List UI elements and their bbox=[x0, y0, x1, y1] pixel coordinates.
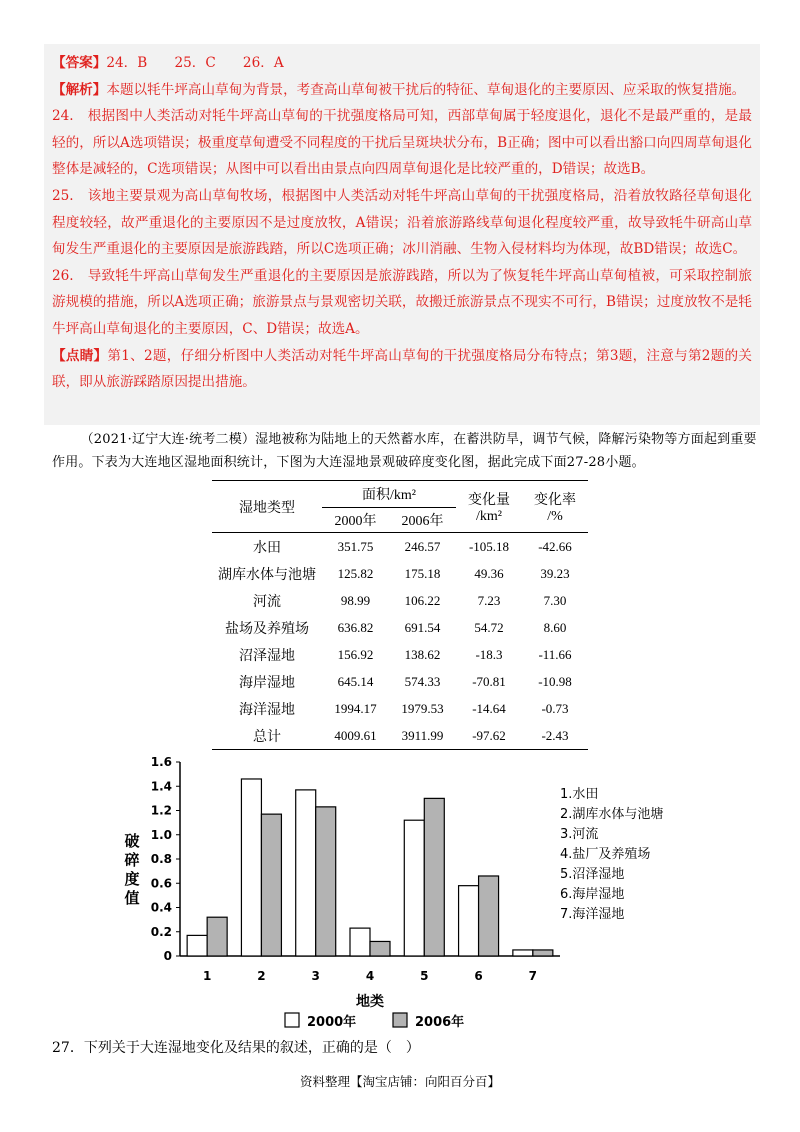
cell-2000: 98.99 bbox=[340, 592, 371, 608]
cell-2006: 246.57 bbox=[404, 538, 441, 554]
cell-2000: 4009.61 bbox=[334, 727, 377, 743]
x-tick-label: 7 bbox=[528, 969, 538, 983]
y-tick-label: 0 bbox=[163, 949, 172, 963]
bar-2000 bbox=[296, 790, 316, 956]
cell-2000: 125.82 bbox=[337, 565, 374, 581]
header-2006: 2006年 bbox=[389, 508, 456, 533]
category-key-item: 7.海洋湿地 bbox=[560, 907, 625, 922]
cell-change: 54.72 bbox=[474, 619, 504, 635]
analysis-text: 本题以牦牛坪高山草甸为背景，考查高山草甸被干扰后的特征、草甸退化的主要原因、应采取的恢复措施。 bbox=[106, 81, 746, 98]
cell-change: -105.18 bbox=[468, 538, 510, 554]
y-tick-label: 0.4 bbox=[150, 900, 172, 915]
cell-type: 海洋湿地 bbox=[239, 702, 295, 718]
answer-analysis-block bbox=[44, 44, 760, 425]
cell-rate: -0.73 bbox=[541, 700, 569, 716]
cell-change: -70.81 bbox=[472, 673, 506, 689]
bar-2000 bbox=[513, 950, 533, 956]
legend-label: 2006年 bbox=[415, 1015, 465, 1030]
cell-2006: 106.22 bbox=[404, 592, 441, 608]
cell-2006: 1979.53 bbox=[401, 700, 444, 716]
header-change bbox=[456, 481, 522, 533]
cell-type: 总计 bbox=[253, 729, 281, 745]
cell-type: 海岸湿地 bbox=[239, 675, 295, 691]
analysis-line bbox=[52, 77, 752, 104]
category-key-item: 4.盐厂及养殖场 bbox=[560, 847, 651, 862]
explanation-q25: 25. 该地主要景观为高山草甸牧场，根据图中人类活动对牦牛坪高山草甸的干扰强度格局，沿着放牧路径草甸退化程度较轻，故严重退化的主要原因不是过度放牧，A错误；沿着旅游路线草甸退化程度较严重，故导致牦牛研高山草甸发生严重退化的主要原因是旅游践踏，所以C选项正确；冰川消融、生物入侵材料均为体现，故BD错误；故选C。 bbox=[52, 187, 752, 258]
x-tick-label: 3 bbox=[311, 969, 320, 983]
bar-2000 bbox=[404, 820, 424, 956]
x-tick-label: 5 bbox=[420, 969, 429, 983]
x-tick-label: 1 bbox=[202, 969, 212, 983]
header-area: 面积/km² bbox=[362, 488, 416, 503]
header-2000: 2000年 bbox=[322, 508, 389, 533]
cell-2006: 138.62 bbox=[404, 646, 441, 662]
y-tick-label: 0.6 bbox=[150, 876, 172, 891]
bar-2000 bbox=[459, 886, 479, 956]
answer-line bbox=[52, 50, 752, 77]
cell-type: 水田 bbox=[253, 540, 281, 556]
cell-change: 7.23 bbox=[477, 592, 501, 608]
bar-2006 bbox=[424, 798, 444, 956]
cell-rate: 39.23 bbox=[540, 565, 570, 581]
y-tick-label: 1.2 bbox=[150, 803, 172, 818]
x-tick-label: 2 bbox=[257, 969, 266, 983]
bar-2006 bbox=[533, 950, 553, 956]
y-axis-label-char: 破 bbox=[124, 832, 140, 850]
cell-2000: 645.14 bbox=[337, 673, 374, 689]
cell-change: -14.64 bbox=[472, 700, 506, 716]
answer-tag: 【答案】 bbox=[52, 55, 107, 71]
category-key-item: 6.海岸湿地 bbox=[560, 887, 625, 902]
cell-rate: -42.66 bbox=[538, 538, 572, 554]
bar-2006 bbox=[261, 814, 281, 956]
tip-tag: 【点睛】 bbox=[52, 347, 108, 364]
y-axis-label-char: 值 bbox=[124, 889, 140, 907]
cell-type: 盐场及养殖场 bbox=[225, 621, 309, 637]
cell-type: 河流 bbox=[253, 594, 281, 610]
category-key-item: 2.湖库水体与池塘 bbox=[560, 807, 664, 822]
x-tick-label: 6 bbox=[474, 969, 483, 983]
category-key-item: 5.沼泽湿地 bbox=[560, 867, 625, 882]
cell-2006: 175.18 bbox=[404, 565, 441, 581]
bar-2000 bbox=[241, 779, 261, 956]
cell-type: 湖库水体与池塘 bbox=[218, 567, 316, 583]
header-rate-unit: /% bbox=[547, 508, 563, 524]
y-tick-label: 0.8 bbox=[150, 852, 172, 866]
answer-text: 24．B 25．C 26．A bbox=[106, 55, 284, 71]
header-change-label: 变化量 bbox=[468, 492, 510, 508]
table-row bbox=[212, 587, 588, 614]
legend-swatch-2000 bbox=[285, 1013, 299, 1027]
y-tick-label: 1.6 bbox=[150, 755, 172, 769]
category-key-item: 3.河流 bbox=[560, 827, 599, 842]
cell-change: -18.3 bbox=[475, 646, 503, 662]
wetland-area-table bbox=[212, 480, 588, 750]
cell-change: 49.36 bbox=[474, 565, 504, 581]
table-row bbox=[212, 533, 588, 561]
table-row-total bbox=[212, 722, 588, 750]
bar-2000 bbox=[187, 935, 207, 956]
legend-swatch-2006 bbox=[393, 1013, 407, 1027]
question-intro: （2021·辽宁大连·统考二模）湿地被称为陆地上的天然蓄水库，在蓄洪防旱，调节气候，降解污染物等方面起到重要作用。下表为大连地区湿地面积统计，下图为大连湿地景观破碎度变化图，据此完成下面27-28小题。 bbox=[52, 432, 757, 470]
legend-label: 2000年 bbox=[307, 1015, 357, 1030]
cell-rate: -10.98 bbox=[538, 673, 572, 689]
table-row bbox=[212, 668, 588, 695]
question-27: 27．下列关于大连湿地变化及结果的叙述，正确的是（ ） bbox=[52, 1040, 420, 1056]
tip-line bbox=[52, 343, 752, 396]
bar-2006 bbox=[479, 876, 499, 956]
y-tick-label: 0.2 bbox=[150, 924, 172, 939]
x-tick-label: 4 bbox=[365, 969, 375, 983]
cell-2000: 351.75 bbox=[337, 538, 374, 554]
analysis-tag: 【解析】 bbox=[52, 81, 107, 98]
cell-change: -97.62 bbox=[472, 727, 506, 743]
explanation-q26: 26. 导致牦牛坪高山草甸发生严重退化的主要原因是旅游践踏，所以为了恢复牦牛坪高山草甸植被，可采取控制旅游规模的措施，所以A选项正确；旅游景点与景观密切关联，故搬迁旅游景点不现实不可行，B错误；过度放牧不是牦牛坪高山草甸退化的主要原因，C、D错误；故选A。 bbox=[52, 267, 752, 337]
cell-2000: 156.92 bbox=[337, 646, 374, 662]
header-change-unit: /km² bbox=[476, 508, 502, 524]
y-axis-label-char: 碎 bbox=[124, 851, 140, 869]
header-rate-label: 变化率 bbox=[534, 492, 576, 508]
cell-2006: 3911.99 bbox=[401, 727, 444, 743]
cell-rate: 8.60 bbox=[543, 619, 567, 635]
tip-text: 第1、2题，仔细分析图中人类活动对牦牛坪高山草甸的干扰强度格局分布特点；第3题，注意与第2题的关联，即从旅游踩踏原因提出措施。 bbox=[52, 347, 753, 391]
y-axis-label-char: 度 bbox=[124, 870, 140, 888]
header-rate bbox=[522, 481, 588, 533]
table-row bbox=[212, 641, 588, 668]
cell-2000: 636.82 bbox=[337, 619, 374, 635]
header-type: 湿地类型 bbox=[239, 500, 295, 516]
bar-2006 bbox=[316, 807, 336, 956]
table-header-row bbox=[212, 481, 588, 508]
cell-rate: -11.66 bbox=[538, 646, 572, 662]
cell-2006: 691.54 bbox=[404, 619, 441, 635]
x-axis-label: 地类 bbox=[356, 994, 384, 1010]
cell-rate: -2.43 bbox=[541, 727, 569, 743]
bar-2006 bbox=[370, 941, 390, 956]
table-row bbox=[212, 560, 588, 587]
category-key-item: 1.水田 bbox=[560, 787, 599, 802]
fragmentation-bar-chart bbox=[120, 750, 680, 1032]
bar-2006 bbox=[207, 917, 227, 956]
cell-rate: 7.30 bbox=[543, 592, 567, 608]
cell-type: 沼泽湿地 bbox=[239, 648, 295, 664]
y-tick-label: 1.4 bbox=[150, 779, 172, 794]
y-tick-label: 1.0 bbox=[150, 827, 172, 842]
footer-source: 资料整理【淘宝店铺：向阳百分百】 bbox=[299, 1074, 500, 1089]
table-row bbox=[212, 614, 588, 641]
cell-2006: 574.33 bbox=[404, 673, 441, 689]
table-row bbox=[212, 695, 588, 722]
cell-2000: 1994.17 bbox=[334, 700, 377, 716]
bar-2000 bbox=[350, 928, 370, 956]
explanation-q24: 24. 根据图中人类活动对牦牛坪高山草甸的干扰强度格局可知，西部草甸属于轻度退化，退化不是最严重的，是最轻的，所以A选项错误；极重度草甸遭受不同程度的干扰后呈斑块状分布，B正确；图中可以看出豁口向四周草甸退化整体是减轻的，C选项错误；从图中可以看出由景点向四周草甸退化是比较严重的，D错误；故选B。 bbox=[52, 108, 752, 178]
